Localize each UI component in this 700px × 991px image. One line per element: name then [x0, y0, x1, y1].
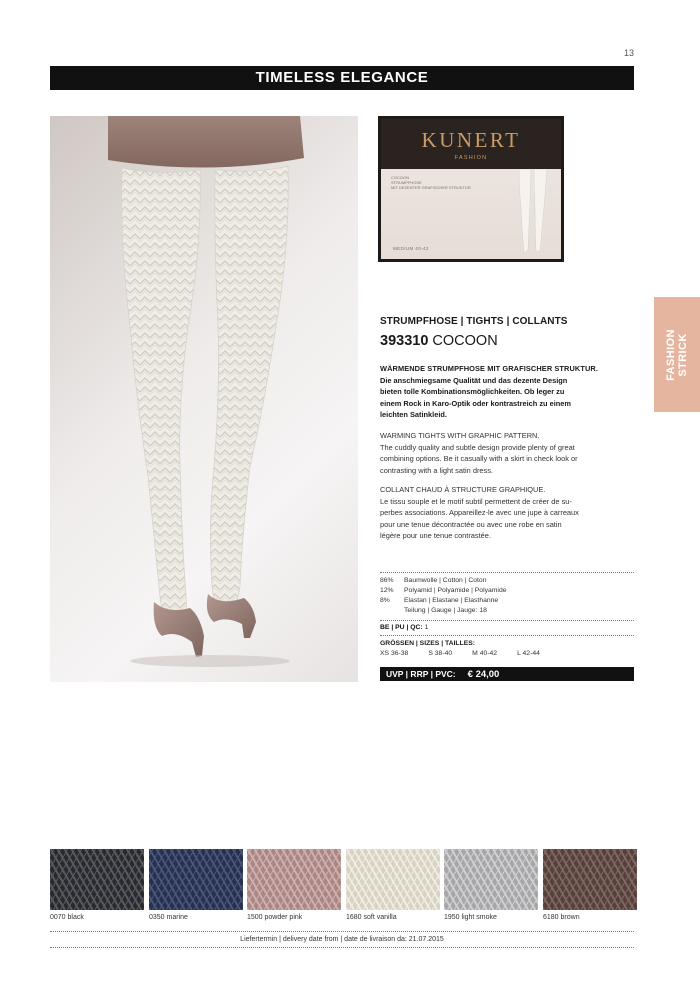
color-swatch-label: 0070 black [50, 914, 84, 921]
legs-illustration [50, 116, 358, 682]
package-size: MEDIUM 40-42 [393, 246, 429, 251]
divider [50, 931, 634, 932]
size-item: S 38-40 [428, 650, 453, 657]
color-swatch[interactable] [50, 849, 144, 910]
color-swatch[interactable] [247, 849, 341, 910]
color-swatch-label: 0350 marine [149, 914, 188, 921]
section-title: TIMELESS ELEGANCE [50, 66, 634, 90]
color-swatch-label: 6180 brown [543, 914, 580, 921]
product-name: COCOON [432, 333, 498, 349]
sizes-heading: GRÖSSEN | SIZES | TAILLES: [380, 640, 476, 647]
side-tab[interactable] [654, 297, 700, 412]
composition-row: 86% Baumwolle | Cotton | Coton [380, 577, 487, 584]
color-swatch[interactable] [444, 849, 538, 910]
description-en: WARMING TIGHTS WITH GRAPHIC PATTERN. The cuddly quality and subtle design provide plenty of great combining options. Be it casually with a skirt in check look or contrasting with a light satin dress. [380, 431, 578, 475]
composition-row: Teilung | Gauge | Jauge: 18 [404, 607, 487, 614]
color-swatch[interactable] [149, 849, 243, 910]
price-value: € 24,00 [467, 669, 500, 680]
product-title [380, 332, 634, 350]
description-fr: COLLANT CHAUD À STRUCTURE GRAPHIQUE. Le tissu souple et le motif subtil permettent de créer de su- perbes associations. Appareillez-le avec une jupe à carreaux pour une tenue décontractée ou avec une robe en satin légère pour une tenue contrastée. [380, 485, 579, 540]
package-line: MIT DEZENTER GRAFISCHER STRUKTUR [391, 185, 471, 190]
article-number: 393310 [380, 333, 429, 349]
package-line: COCOON [391, 175, 409, 180]
side-tab-label: FASHION STRICK [665, 328, 690, 381]
composition-row: 12% Polyamid | Polyamide | Polyamide [380, 587, 507, 594]
price-bar [380, 667, 634, 681]
composition-list [380, 576, 634, 616]
divider [380, 572, 634, 573]
package-image [378, 116, 564, 262]
color-swatch[interactable] [543, 849, 637, 910]
page-number: 13 [623, 48, 634, 58]
color-swatch[interactable] [346, 849, 440, 910]
divider [380, 620, 634, 621]
color-swatch-label: 1950 light smoke [444, 914, 497, 921]
color-swatch-label: 1680 soft vanilla [346, 914, 397, 921]
composition-row: 8% Elastan | Elastane | Elasthanne [380, 597, 499, 604]
product-category: STRUMPFHOSE | TIGHTS | COLLANTS [380, 316, 568, 327]
divider [380, 635, 634, 636]
description-de: WÄRMENDE STRUMPFHOSE MIT GRAFISCHER STRUKTUR. Die anschmiegsame Qualität und das dezente Design bieten tolle Kombinationsmöglichkeiten. Ob leger zu einem Rock in Karo-Optik oder kontrastreich zu einem leichten Satinkleid. [380, 364, 599, 419]
color-swatch-label: 1500 powder pink [247, 914, 303, 921]
size-item: L 42-44 [517, 650, 540, 657]
price-label: UVP | RRP | PVC: [386, 669, 456, 679]
packing-unit: BE | PU | QC: 1 [380, 624, 429, 631]
brand-sub: FASHION [454, 155, 488, 161]
package-legs-illustration [515, 169, 551, 255]
size-item: M 40-42 [472, 650, 498, 657]
divider [50, 947, 634, 948]
brand-logo: KUNERT [421, 128, 521, 152]
sizes-list [380, 650, 540, 657]
size-item: XS 36-38 [380, 650, 409, 657]
package-line: STRUMPFHOSE [391, 180, 422, 185]
delivery-date: Liefertermin | delivery date from | date de livraison da: 21.07.2015 [240, 936, 444, 943]
product-photo [50, 116, 358, 682]
